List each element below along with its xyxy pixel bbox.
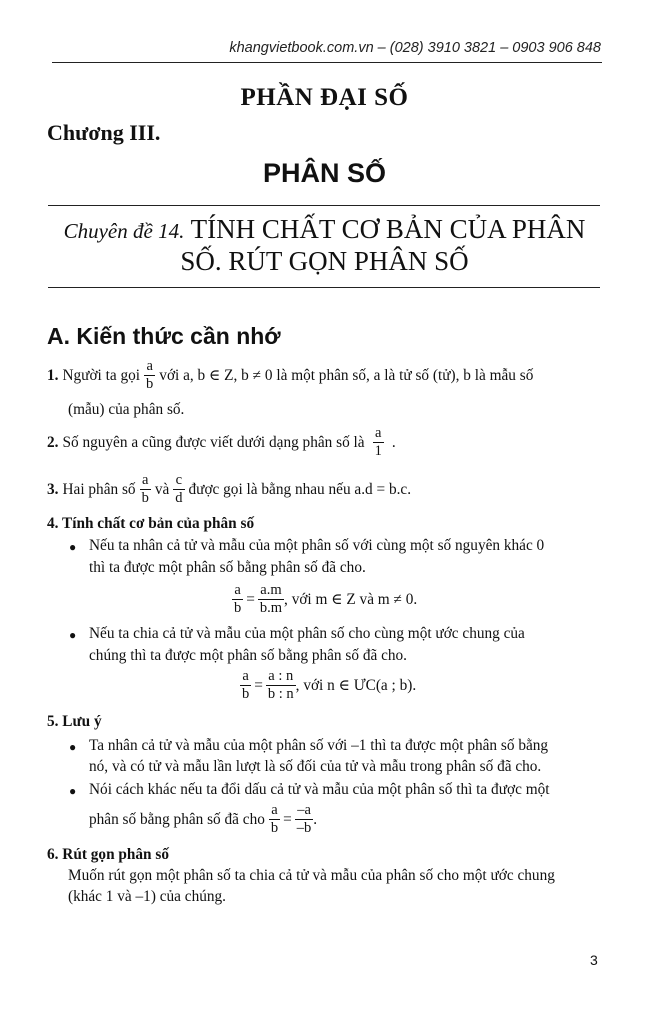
fraction-denominator: b.m [259,600,283,616]
fraction-c-d [173,472,184,507]
fraction-denominator: b [234,600,242,616]
item-5-bullet-2-pre: phân số bằng phân số đã cho [89,810,265,828]
item-4-bullet-1-line2: thì ta được một phân số bằng phân số đã cho. [89,559,366,576]
page-header: khangvietbook.com.vn – (028) 3910 3821 – 0903 906 848 [229,40,601,56]
chapter-title: PHÂN SỐ [262,158,387,188]
item-2 [47,425,396,460]
fraction-denominator: b [242,686,250,702]
fraction-numerator: a.m [258,582,284,600]
fraction-neg-a-neg-b [295,802,314,837]
fraction-numerator: a [140,472,151,490]
part-title: PHẦN ĐẠI SỐ [240,84,409,111]
item-2-number: 2. [47,433,59,451]
item-4-bullet-1-line1: Nếu ta nhân cả tử và mẫu của một phân số với cùng một số nguyên khác 0 [89,537,545,554]
bullet-icon: ● [69,540,77,554]
item-3-post: được gọi là bằng nhau nếu a.d = b.c. [188,480,412,498]
item-5-bullet-1-line1: Ta nhân cả tử và mẫu của một phân số với –1 thì ta được một phân số bằng [89,737,549,754]
fraction-denominator: b : n [267,686,294,702]
item-3 [47,472,411,507]
item-6-line1: Muốn rút gọn một phân số ta chia cả tử và mẫu của phân số cho một ước chung [68,867,555,884]
item-3-number: 3. [47,480,59,498]
equals-sign: = [254,676,263,694]
item-5-heading: 5. Lưu ý [47,713,102,730]
item-5-bullet-2-line1: Nói cách khác nếu ta đổi dấu cả tử và mẫu của một phân số thì ta được một [89,781,550,798]
fraction-denominator: b [270,820,279,836]
fraction-numerator: a [144,358,155,376]
fraction-denominator: 1 [374,443,382,459]
fraction-numerator: a [373,425,384,443]
equals-sign: = [283,810,292,828]
bullet-icon: ● [69,784,77,798]
topic-title-line2: SỐ. RÚT GỌN PHÂN SỐ [180,246,469,276]
bullet-icon: ● [69,740,77,754]
fraction-denominator: d [175,490,183,506]
item-4-bullet-2-line1: Nếu ta chia cả tử và mẫu của một phân số cho cùng một ước chung của [89,625,525,642]
item-3-pre: Hai phân số [62,480,136,498]
item-1-number: 1. [47,366,59,384]
item-4-heading: 4. Tính chất cơ bản của phân số [47,515,255,532]
formula-condition: , với n ∈ ƯC(a ; b). [295,677,417,694]
fraction-numerator: a [269,802,280,820]
fraction-numerator: –a [295,802,314,820]
formula-multiply [232,582,417,617]
item-5-bullet-1-line2: nó, và có tử và mẫu lần lượt là số đối của tử và mẫu trong phân số đã cho. [89,758,542,775]
item-5-bullet-2-post: . [313,810,318,828]
section-heading: A. Kiến thức cần nhớ [47,323,281,349]
fraction-a-b [240,668,251,703]
fraction-a-b [140,472,151,507]
topic-label: Chuyên đề 14. [63,219,185,243]
bullet-icon: ● [69,628,77,642]
item-6-heading: 6. Rút gọn phân số [47,846,169,863]
fraction-a-1 [373,425,384,460]
item-2-pre: Số nguyên a cũng được viết dưới dạng phân số là [62,433,365,451]
fraction-a-b [232,582,243,617]
item-5-bullet-2-line2 [89,802,317,837]
chapter-label: Chương III. [47,120,161,145]
fraction-a-b [144,358,155,393]
fraction-numerator: a : n [266,668,296,686]
fraction-numerator: c [173,472,184,490]
item-1-pre: Người ta gọi [62,366,141,384]
topic-title-line1: TÍNH CHẤT CƠ BẢN CỦA PHÂN [190,214,586,244]
fraction-denominator: –b [296,820,312,836]
fraction-am-bm [258,582,284,617]
item-1 [47,358,533,393]
fraction-a-b [269,802,280,837]
item-1-post: với a, b ∈ Z, b ≠ 0 là một phân số, a là tử số (tử), b là mẫu số [159,367,534,384]
item-4-bullet-2-line2: chúng thì ta được một phân số bằng phân số đã cho. [89,647,408,664]
fraction-denominator: b [141,490,149,506]
fraction-numerator: a [232,582,243,600]
fraction-an-bn [266,668,296,703]
header-divider [52,62,602,63]
item-2-post: . [391,433,396,451]
formula-condition: , với m ∈ Z và m ≠ 0. [284,591,418,608]
item-3-mid: và [154,480,170,498]
equals-sign: = [246,590,255,608]
item-1-line2: (mẫu) của phân số. [68,401,185,418]
fraction-numerator: a [240,668,251,686]
topic-heading-line1 [0,214,649,245]
fraction-denominator: b [146,376,154,392]
page-number: 3 [590,952,598,968]
item-6-line2: (khác 1 và –1) của chúng. [68,888,227,905]
formula-divide [240,668,416,703]
